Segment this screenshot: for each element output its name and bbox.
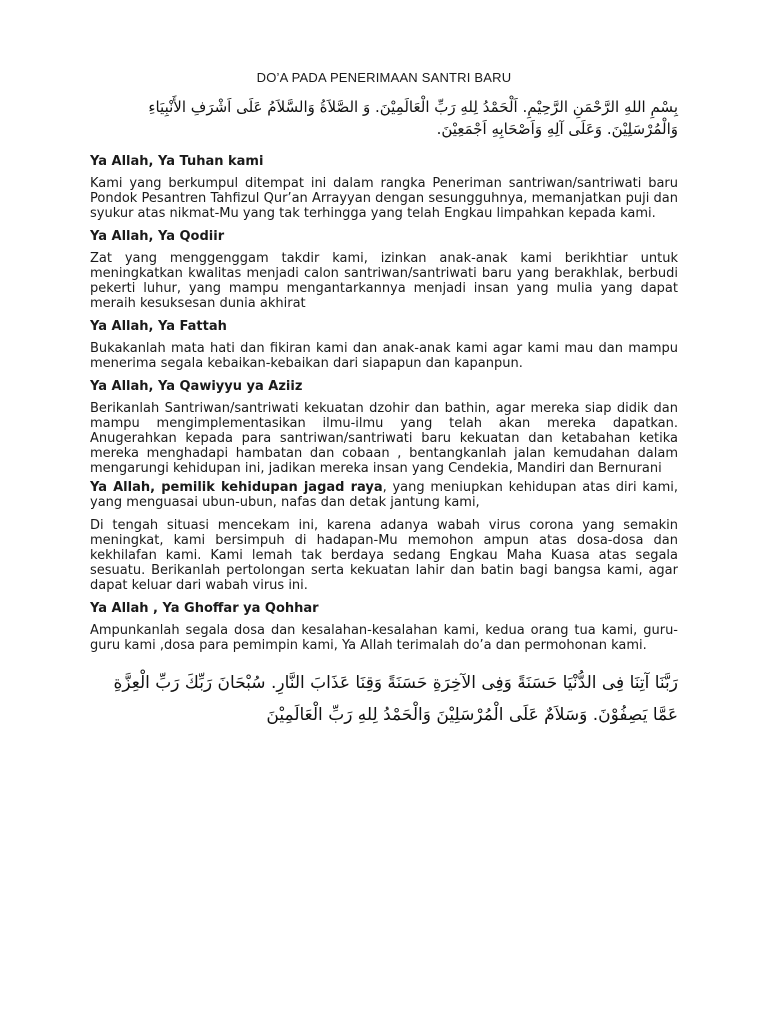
section-text-qawiyyu: Berikanlah Santriwan/santriwati kekuatan dzohir dan bathin, agar mereka siap didik dan mampu mengimplementasikan ilmu-ilmu yang telah akan mereka dapatkan. Anugerahkan kepada para santriwan/santriwati baru kekuatan dan ketabahan ketika mereka menghadapi hambatan dan cobaan , bentangkanlah jalan kemudahan dalam mengarungi kehidupan ini, jadikan mereka insan yang Cendekia, Mandiri dan Bernurani	[90, 401, 678, 476]
section-heading-ghoffar: Ya Allah , Ya Ghoffar ya Qohhar	[90, 601, 319, 616]
document-title: DO’A PADA PENERIMAAN SANTRI BARU	[256, 70, 512, 85]
corona-paragraph: Di tengah situasi mencekam ini, karena adanya wabah virus corona yang semakin meningkat, kami bersimpuh di hadapan-Mu memohon ampun atas dosa-dosa dan kekhilafan kami. Kami lemah tak berdaya sedang Engkau Maha Kuasa atas segala sesuatu. Berikanlah pertolongan serta kekuatan lahir dan batin bagi bangsa kami, agar dapat keluar dari wabah virus ini.	[90, 518, 678, 593]
arabic-closing-prayer: رَبَّنَا آتِنَا فِى الدُّنْيَا حَسَنَةً وَفِى الآخِرَةِ حَسَنَةً وَقِنَا عَذَابَ النَّارِ. سُبْحَانَ رَبِّكَ رَبِّ الْعِزَّةِ عَمَّا يَصِفُوْنَ. وَسَلاَمٌ عَلَى الْمُرْسَلِيْنَ وَالْحَمْدُ لِلهِ رَبِّ الْعَالَمِيْنَ	[113, 673, 678, 725]
document-page	[90, 70, 678, 731]
section-text-qodiir: Zat yang menggenggam takdir kami, izinkan anak-anak kami berikhtiar untuk meningkatkan kwalitas menjadi calon santriwan/santriwati baru yang berakhlak, berbudi pekerti luhur, yang mampu mengantarkannya menjadi insan yang mulia yang dapat meraih kesuksesan dunia akhirat	[90, 251, 678, 311]
section-heading-fattah: Ya Allah, Ya Fattah	[90, 319, 227, 334]
section-heading-qawiyyu: Ya Allah, Ya Qawiyyu ya Aziiz	[90, 379, 303, 394]
section-heading-tuhan-kami: Ya Allah, Ya Tuhan kami	[90, 154, 264, 169]
section-jagad-raya	[90, 480, 678, 510]
section-text-tuhan-kami: Kami yang berkumpul ditempat ini dalam rangka Peneriman santriwan/santriwati baru Pondok Pesantren Tahfizul Qur’an Arrayyan dengan sesungguhnya, memanjatkan puji dan syukur atas nikmat-Mu yang tak terhingga yang telah Engkau limpahkan kepada kami.	[90, 176, 678, 221]
arabic-opening-prayer: بِسْمِ اللهِ الرَّحْمَنِ الرَّحِيْمِ. اَلْحَمْدُ لِلهِ رَبِّ الْعَالَمِيْنَ. وَ الصَّلاَةُ وَالسَّلاَمُ عَلَى اَشْرَفِ الأَنْبِيَاءِ وَالْمُرْسَلِيْنَ. وَعَلَى آلِهِ وَاَصْحَابِهِ اَجْمَعِيْنَ.	[148, 98, 678, 138]
section-text-fattah: Bukakanlah mata hati dan fikiran kami dan anak-anak kami agar kami mau dan mampu menerima segala kebaikan-kebaikan dari siapapun dan kapanpun.	[90, 341, 678, 371]
section-heading-qodiir: Ya Allah, Ya Qodiir	[90, 229, 225, 244]
section-text-ghoffar: Ampunkanlah segala dosa dan kesalahan-kesalahan kami, kedua orang tua kami, guru-guru kami ,dosa para pemimpin kami, Ya Allah terimalah do’a dan permohonan kami.	[90, 623, 678, 653]
section-heading-jagad-raya: Ya Allah, pemilik kehidupan jagad raya	[90, 480, 383, 495]
section-text-jagad-raya: , yang meniupkan kehidupan atas diri kami, yang menguasai ubun-ubun, nafas dan detak jantung kami,	[90, 480, 678, 510]
